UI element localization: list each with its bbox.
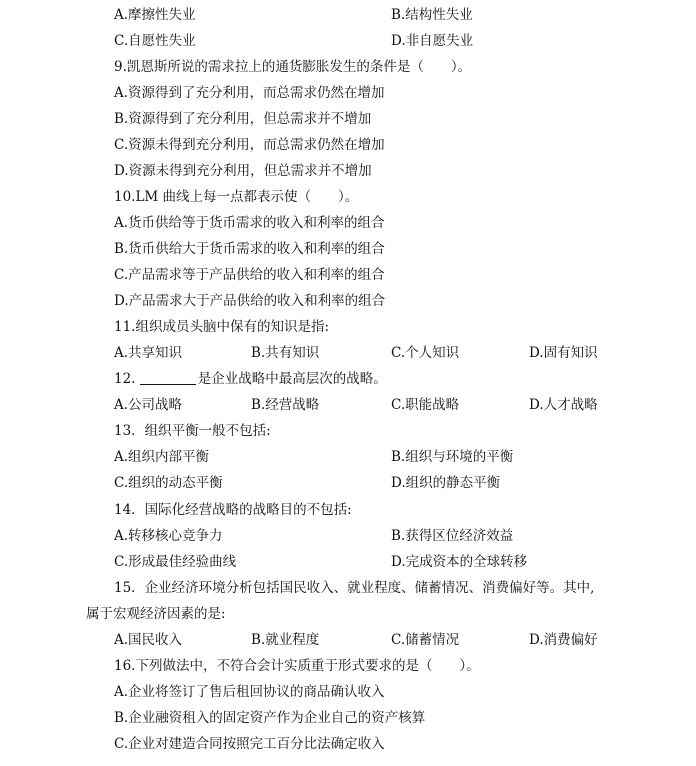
question-11-option-b: B.共有知识 xyxy=(251,345,320,361)
question-16-option-c: C.企业对建造合同按照完工百分比法确定收入 xyxy=(114,736,385,752)
question-12-option-c: C.职能战略 xyxy=(391,397,460,413)
question-12-number: 12. xyxy=(114,371,136,387)
question-15-option-a: A.国民收入 xyxy=(114,632,183,648)
question-11-option-d: D.固有知识 xyxy=(529,345,598,361)
question-14-option-d: D.完成资本的全球转移 xyxy=(391,554,528,570)
question-11-option-c: C.个人知识 xyxy=(391,345,460,361)
question-13-option-b: B.组织与环境的平衡 xyxy=(391,449,514,465)
question-15-option-b: B.就业程度 xyxy=(251,632,320,648)
question-11-stem: 11.组织成员头脑中保有的知识是指: xyxy=(114,319,330,335)
question-9-option-b: B.资源得到了充分利用，但总需求并不增加 xyxy=(114,111,372,127)
question-15-option-d: D.消费偏好 xyxy=(529,632,598,648)
prev-option-b: B.结构性失业 xyxy=(391,7,473,23)
question-12-option-b: B.经营战略 xyxy=(251,397,320,413)
question-10-stem: 10.LM 曲线上每一点都表示使（ ）。 xyxy=(114,189,359,205)
answer-blank xyxy=(140,370,196,385)
question-14-stem: 14．国际化经营战略的战略目的不包括: xyxy=(114,502,352,518)
question-10-option-a: A.货币供给等于货币需求的收入和利率的组合 xyxy=(114,215,385,231)
question-14-option-a: A.转移核心竞争力 xyxy=(114,528,223,544)
question-9-option-c: C.资源未得到充分利用，而总需求仍然在增加 xyxy=(114,137,385,153)
question-16-stem: 16.下列做法中，不符合会计实质重于形式要求的是（ ）。 xyxy=(114,658,480,674)
question-10-option-d: D.产品需求大于产品供给的收入和利率的组合 xyxy=(114,293,386,309)
question-10-option-b: B.货币供给大于货币需求的收入和利率的组合 xyxy=(114,241,385,257)
prev-option-a: A.摩擦性失业 xyxy=(114,7,196,23)
question-12-option-d: D.人才战略 xyxy=(529,397,598,413)
question-16-option-a: A.企业将签订了售后租回协议的商品确认收入 xyxy=(114,684,385,700)
question-12-stem xyxy=(114,366,387,392)
prev-option-c: C.自愿性失业 xyxy=(114,33,196,49)
question-14-option-c: C.形成最佳经验曲线 xyxy=(114,554,237,570)
question-15-stem-line-2: 属于宏观经济因素的是: xyxy=(86,606,226,622)
question-15-stem-line-1: 15．企业经济环境分析包括国民收入、就业程度、储蓄情况、消费偏好等。其中, xyxy=(114,580,595,596)
question-10-option-c: C.产品需求等于产品供给的收入和利率的组合 xyxy=(114,267,385,283)
question-16-option-b: B.企业融资租入的固定资产作为企业自己的资产核算 xyxy=(114,710,426,726)
question-9-stem: 9.凯恩斯所说的需求拉上的通货膨胀发生的条件是（ ）。 xyxy=(114,59,472,75)
question-9-option-a: A.资源得到了充分利用，而总需求仍然在增加 xyxy=(114,85,385,101)
question-13-option-c: C.组织的动态平衡 xyxy=(114,475,223,491)
question-12-text: 是企业战略中最高层次的战略。 xyxy=(197,371,387,387)
question-15-option-c: C.储蓄情况 xyxy=(391,632,460,648)
question-14-option-b: B.获得区位经济效益 xyxy=(391,528,514,544)
prev-option-d: D.非自愿失业 xyxy=(391,33,474,49)
question-12-option-a: A.公司战略 xyxy=(114,397,183,413)
question-13-stem: 13．组织平衡一般不包括: xyxy=(114,423,271,439)
question-13-option-d: D.组织的静态平衡 xyxy=(391,475,501,491)
question-11-option-a: A.共享知识 xyxy=(114,345,183,361)
question-13-option-a: A.组织内部平衡 xyxy=(114,449,210,465)
question-9-option-d: D.资源未得到充分利用，但总需求并不增加 xyxy=(114,163,372,179)
